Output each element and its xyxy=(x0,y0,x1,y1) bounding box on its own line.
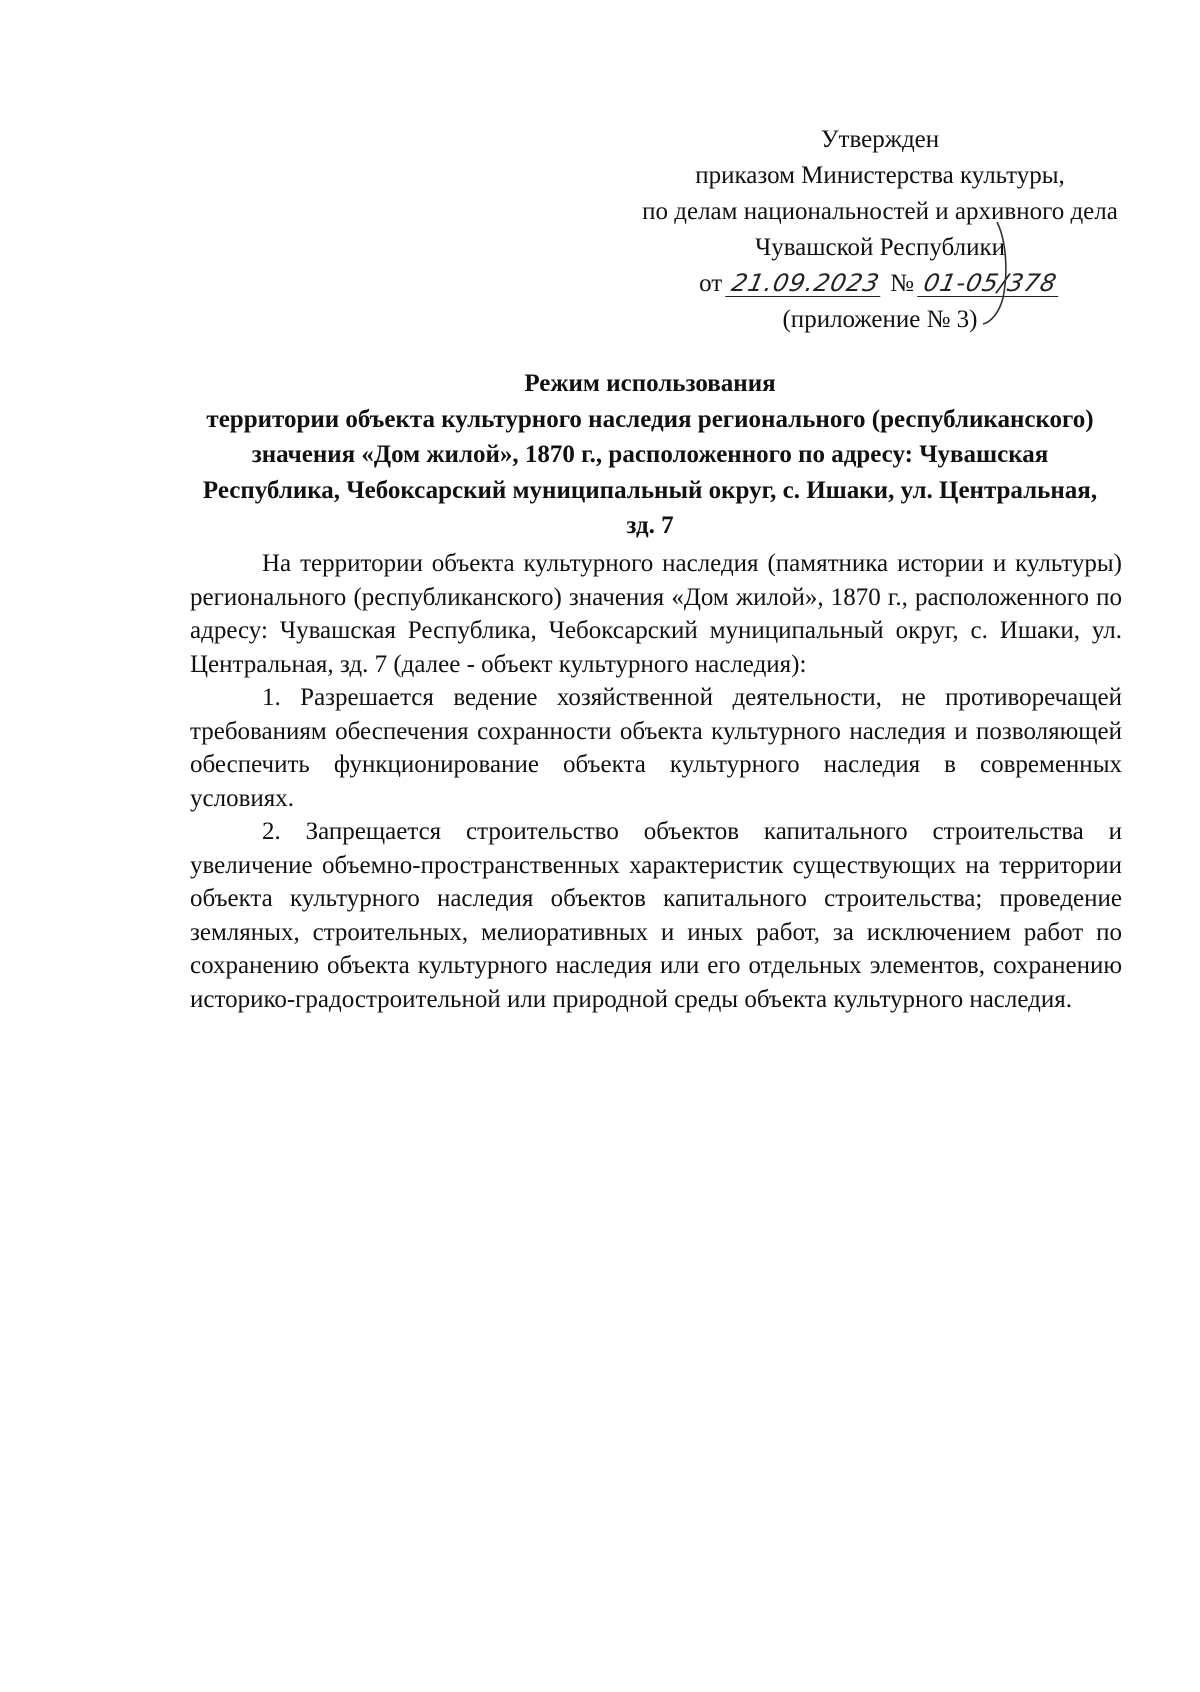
date-prefix: от xyxy=(699,270,723,297)
appendix-label: (приложение № 3) xyxy=(782,306,978,333)
approval-republic: Чувашской Республики xyxy=(754,234,1006,261)
handwritten-date: 21.09.2023 xyxy=(726,270,887,297)
approval-date-line xyxy=(600,266,1160,302)
title-line-2: территории объекта культурного наследия регионального (республиканского) xyxy=(206,405,1094,433)
title-line-4: Республика, Чебоксарский муниципальный округ, с. Ишаки, ул. Центральная, xyxy=(202,476,1098,504)
item-2-paragraph: 2. Запрещается строительство объектов капитального строительства и увеличение объемно-пространственных характеристик существующих на территории объекта культурного наследия объектов капитального строительства; проведение земляных, строительных, мелиоративных и иных работ, за исключением работ по сохранению объекта культурного наследия или его отдельных элементов, сохранению историко-градостроительной или природной среды объекта культурного наследия. xyxy=(190,818,1122,1013)
approval-ministry-line1: приказом Министерства культуры, xyxy=(695,162,1065,189)
number-prefix: № xyxy=(890,270,914,297)
document-title xyxy=(180,366,1120,544)
title-line-5: зд. 7 xyxy=(626,512,674,539)
document-body xyxy=(190,547,1122,1016)
title-line-1: Режим использования xyxy=(524,370,776,397)
intro-paragraph: На территории объекта культурного наследия (памятника истории и культуры) регионального (республиканского) значения «Дом жилой», 1870 г., расположенного по адресу: Чувашская Республика, Чебоксарский муниципальный округ, с. Ишаки, ул. Центральная, зд. 7 (далее - объект культурного наследия): xyxy=(190,550,1122,678)
approval-ministry-line2: по делам национальностей и архивного дела xyxy=(642,198,1118,225)
handwritten-order-number: 01-05/378 xyxy=(917,270,1063,297)
approval-heading: Утвержден xyxy=(820,126,940,153)
ink-bracket-mark xyxy=(975,218,1015,328)
approval-block xyxy=(600,122,1160,338)
title-line-3: значения «Дом жилой», 1870 г., расположенного по адресу: Чувашская xyxy=(251,441,1049,468)
item-1-paragraph: 1. Разрешается ведение хозяйственной деятельности, не противоречащей требованиям обеспечения сохранности объекта культурного наследия и позволяющей обеспечить функционирование объекта культурного наследия в современных условиях. xyxy=(190,684,1122,812)
